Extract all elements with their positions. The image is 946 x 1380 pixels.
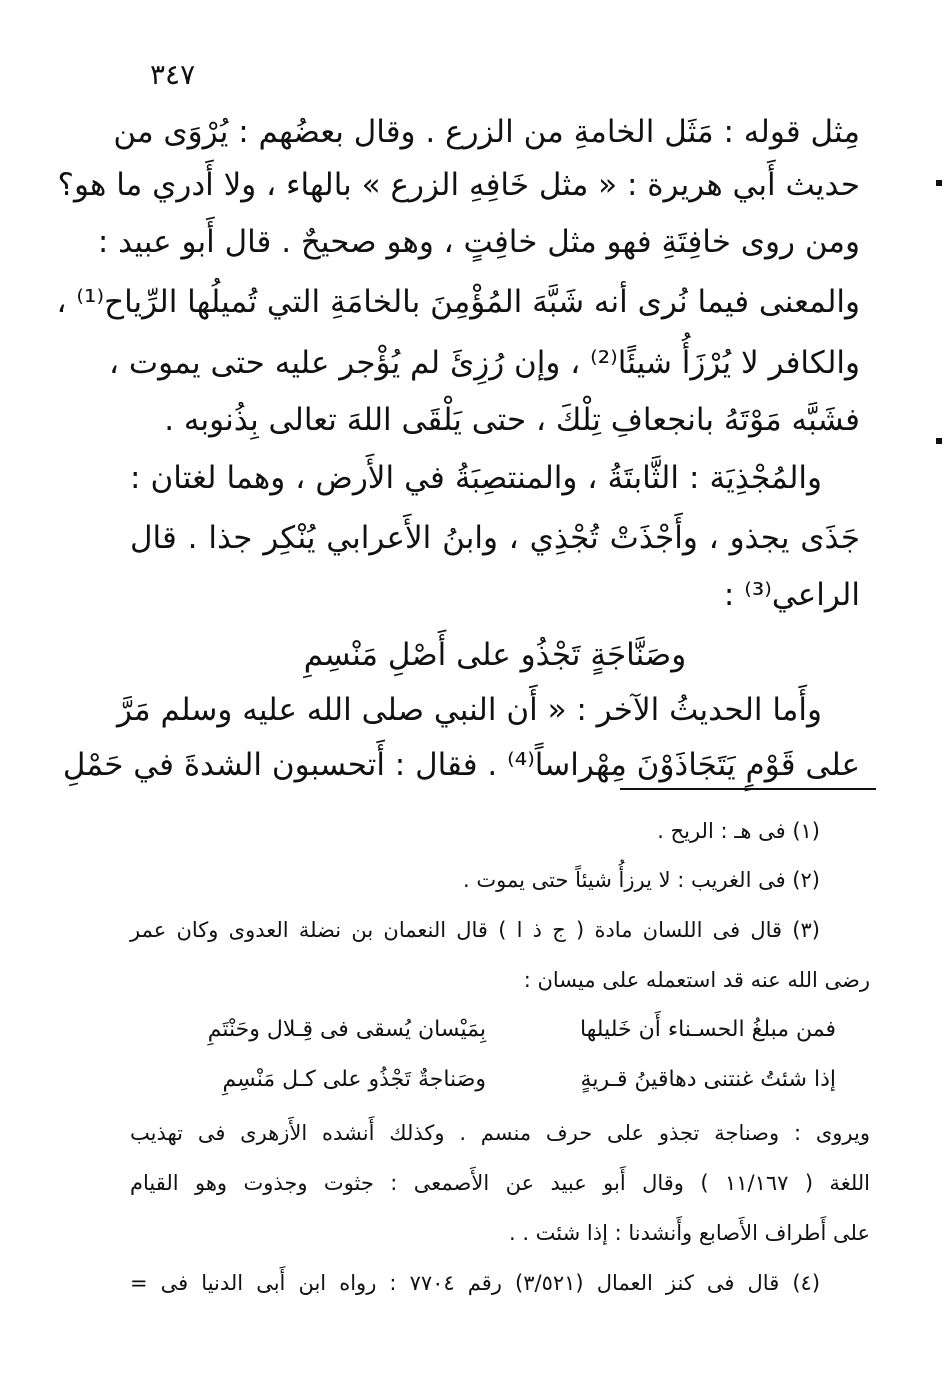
footnote-verse-hemistich: وصَناجةٌ تَجْذُو على كـل مَنْسِمِ bbox=[222, 1067, 486, 1092]
body-line: على قَوْمٍ يَتَجَاذَوْنَ مِهْراساً⁽⁴⁾ . فقال : أَتحسبون الشدةَ في حَمْلِ bbox=[62, 747, 860, 783]
footnote-1: (١) فى هـ : الريح . bbox=[657, 819, 820, 843]
body-line: والكافر لا يُرْزَأُ شيئًا⁽²⁾ ، وإن رُزِئَ لم يُؤْجر عليه حتى يموت ، bbox=[109, 345, 860, 381]
footnote-verse-hemistich: إذا شئتُ غنتنى دهاقينُ قـريةٍ bbox=[580, 1067, 836, 1092]
footnote-3-continued: ويروى : وصناجة تجذو على حرف منسم . وكذلك أَنشده الأَزهرى فى تهذيب bbox=[130, 1121, 870, 1145]
body-line: جَذَى يجذو ، وأَجْذَتْ تُجْذِي ، وابنُ الأَعرابي يُنْكِر جذا . قال bbox=[130, 520, 860, 556]
body-line: حديث أَبي هريرة : « مثل خَافِهِ الزرع » بالهاء ، ولا أَدري ما هو؟ bbox=[57, 167, 860, 203]
page-number: ٣٤٧ bbox=[150, 58, 196, 91]
body-line: والمُجْذِيَة : الثَّابتَةُ ، والمنتصِبَةُ في الأَرض ، وهما لغتان : bbox=[130, 460, 822, 496]
footnote-verse-hemistich: بِمَيْسان يُسقى فى قِـلال وحَنْتَمِ bbox=[207, 1017, 486, 1042]
body-line: ومن روى خافِتَةِ فهو مثل خافِتٍ ، وهو صحيحٌ . قال أَبو عبيد : bbox=[97, 224, 860, 260]
footnote-2: (٢) فى الغريب : لا يرزأُ شيئاً حتى يموت . bbox=[463, 868, 820, 892]
body-line: فشَبَّه مَوْتَهُ بانجعافِ تِلْكَ ، حتى يَلْقَى اللهَ تعالى بِذُنوبه . bbox=[164, 402, 860, 438]
body-line: والمعنى فيما نُرى أنه شَبَّهَ المُؤْمِنَ بالخامَةِ التي تُميلُها الرِّياح⁽¹⁾ ، bbox=[56, 284, 860, 320]
body-line: وأَما الحديثُ الآخر : « أَن النبي صلى الله عليه وسلم مَرَّ bbox=[116, 692, 822, 728]
body-line: مِثل قوله : مَثَل الخامةِ من الزرع . وقال بعضُهم : يُرْوَى من bbox=[113, 114, 860, 150]
body-line: الراعي⁽³⁾ : bbox=[723, 577, 860, 613]
footnote-4: (٤) قال فى كنز العمال (٣/٥٢١) رقم ٧٧٠٤ : رواه ابن أَبى الدنيا فى = bbox=[130, 1271, 821, 1295]
poem-verse: وصَنَّاجَةٍ تَجْذُو على أَصْلِ مَنْسِمِ bbox=[303, 637, 687, 673]
margin-mark bbox=[936, 438, 942, 444]
footnote-3: (٣) قال فى اللسان مادة ( ج ذ ا ) قال النعمان بن نضلة العدوى وكان عمر bbox=[130, 918, 820, 942]
footnote-3-continued: اللغة ( ١١/١٦٧ ) وقال أَبو عبيد عن الأَصمعى : جثوت وجذوت وهو القيام bbox=[130, 1171, 871, 1195]
footnote-verse-hemistich: فمن مبلغُ الحسـناء أَن خَليلها bbox=[579, 1017, 836, 1042]
footnote-3-continued: على أَطراف الأَصابع وأَنشدنا : إذا شئت . . bbox=[508, 1221, 870, 1245]
footnote-3-continued: رضى الله عنه قد استعمله على ميسان : bbox=[523, 968, 870, 992]
footnote-separator bbox=[620, 788, 876, 790]
margin-mark bbox=[936, 180, 942, 186]
